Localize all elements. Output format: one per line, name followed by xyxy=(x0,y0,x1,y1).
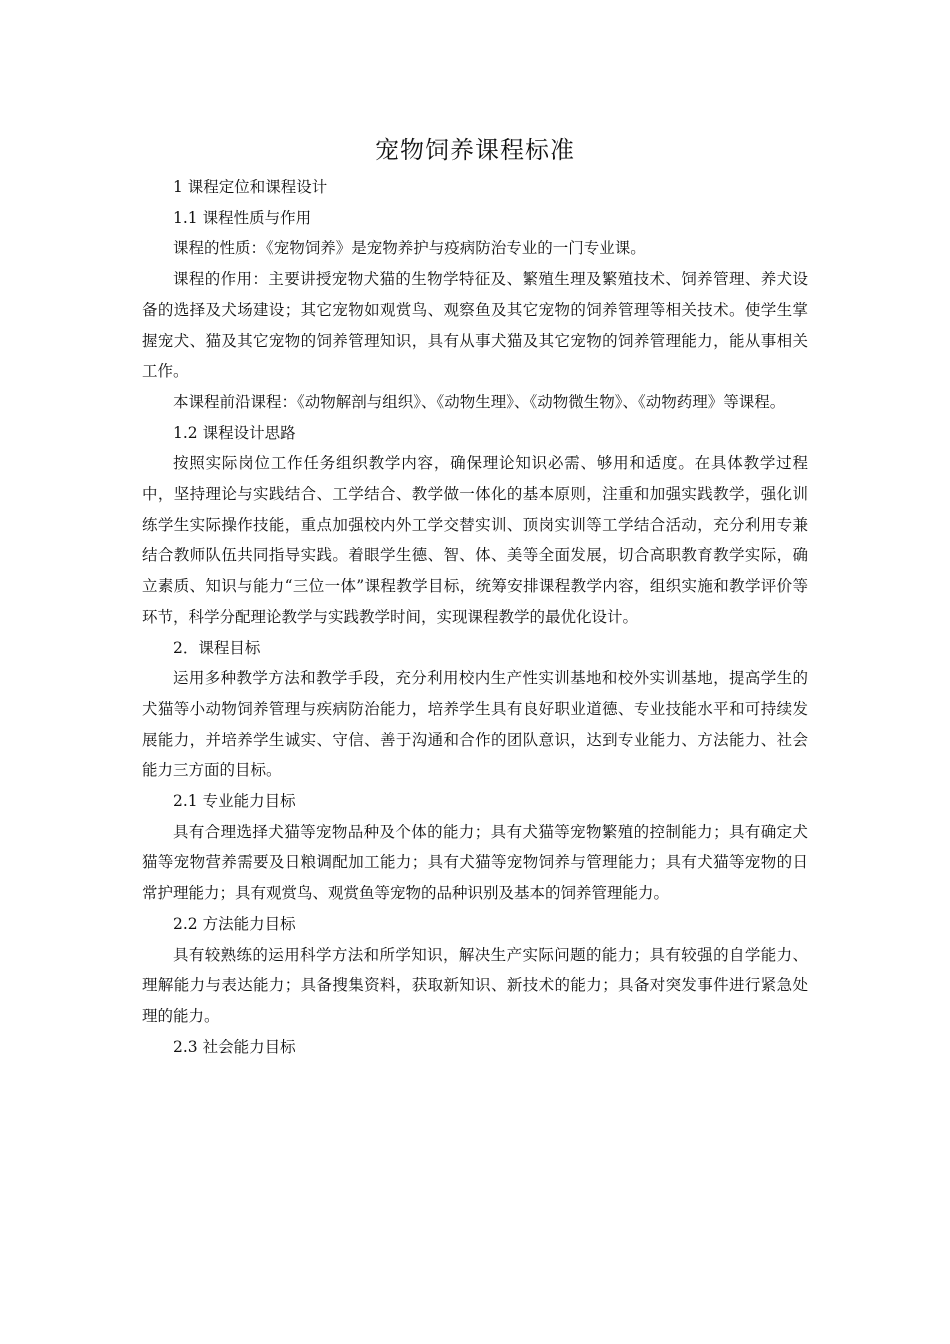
paragraph-course-nature: 课程的性质：《宠物饲养》是宠物养护与疫病防治专业的一门专业课。 xyxy=(173,239,646,258)
paragraph-method-goals: 具有较熟练的运用科学方法和所学知识，解决生产实际问题的能力；具有较强的自学能力、理解能力与表达能力；具备搜集资料，获取新知识、新技术的能力；具备对突发事件进行紧急处理的能力。 xyxy=(142,945,808,1025)
paragraph-course-function: 课程的作用：主要讲授宠物犬猫的生物学特征及、繁殖生理及繁殖技术、饲养管理、养犬设备的选择及犬场建设；其它宠物如观赏鸟、观察鱼及其它宠物的饲养管理等相关技术。使学生掌握宠犬、猫及其它宠物的饲养管理知识，具有从事犬猫及其它宠物的饲养管理能力，能从事相关工作。 xyxy=(142,270,808,381)
heading-design-ideas: 1.2 课程设计思路 xyxy=(173,423,296,442)
document-body xyxy=(142,172,808,1062)
heading-professional-goals: 2.1 专业能力目标 xyxy=(173,792,296,811)
document-title: 宠物饲养课程标准 xyxy=(375,136,575,165)
heading-method-goals: 2.2 方法能力目标 xyxy=(173,914,296,933)
paragraph-professional-goals: 具有合理选择犬猫等宠物品种及个体的能力；具有犬猫等宠物繁殖的控制能力；具有确定犬猫等宠物营养需要及日粮调配加工能力；具有犬猫等宠物饲养与管理能力；具有犬猫等宠物的日常护理能力；具有观赏鸟、观赏鱼等宠物的品种识别及基本的饲养管理能力。 xyxy=(142,822,808,903)
paragraph-design-ideas: 按照实际岗位工作任务组织教学内容，确保理论知识必需、够用和适度。在具体教学过程中，坚持理论与实践结合、工学结合、教学做一体化的基本原则，注重和加强实践教学，强化训练学生实际操作技能，重点加强校内外工学交替实训、顶岗实训等工学结合活动，充分利用专兼结合教师队伍共同指导实践。着眼学生德、智、体、美等全面发展，切合高职教育教学实际，确立素质、知识与能力“三位一体”课程教学目标，统筹安排课程教学内容，组织实施和教学评价等环节，科学分配理论教学与实践教学时间，实现课程教学的最优化设计。 xyxy=(142,454,808,626)
heading-course-positioning: 1 课程定位和课程设计 xyxy=(173,178,328,196)
paragraph-prerequisites: 本课程前沿课程：《动物解剖与组织》、《动物生理》、《动物微生物》、《动物药理》等课程。 xyxy=(173,392,786,411)
heading-social-goals: 2.3 社会能力目标 xyxy=(173,1037,296,1056)
heading-course-goals: 2．课程目标 xyxy=(173,638,261,657)
paragraph-course-goals: 运用多种教学方法和教学手段，充分利用校内生产性实训基地和校外实训基地，提高学生的犬猫等小动物饲养管理与疾病防治能力，培养学生具有良好职业道德、专业技能水平和可持续发展能力，并培养学生诚实、守信、善于沟通和合作的团队意识，达到专业能力、方法能力、社会能力三方面的目标。 xyxy=(142,669,808,780)
heading-course-nature: 1.1 课程性质与作用 xyxy=(173,208,312,227)
